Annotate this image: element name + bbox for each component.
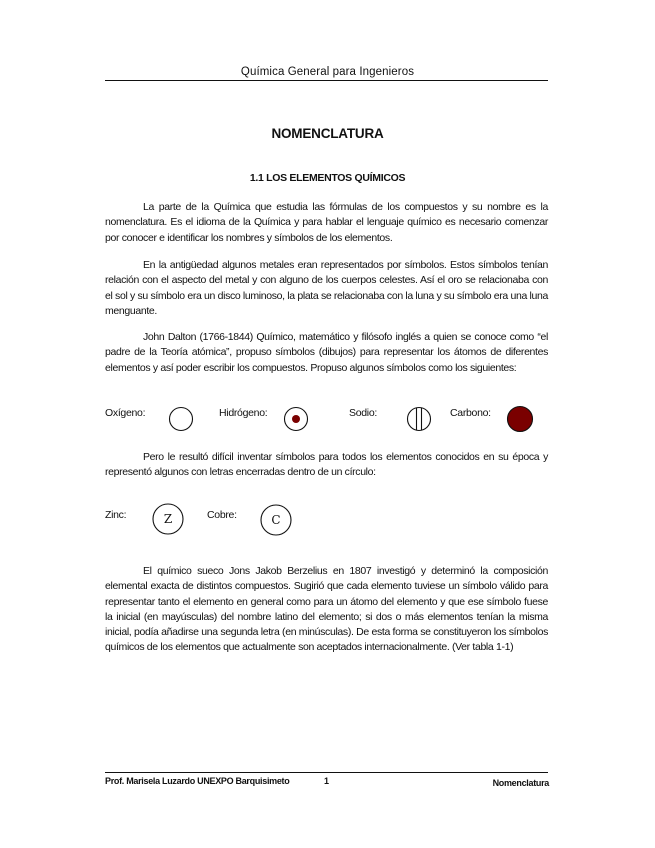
copper-symbol-letter: C xyxy=(271,513,281,527)
zinc-label: Zinc: xyxy=(105,509,127,521)
page-number: 1 xyxy=(324,776,329,786)
circle-with-bars-icon xyxy=(406,406,432,432)
empty-circle-icon xyxy=(168,406,194,432)
paragraph-berzelius: El químico sueco Jons Jakob Berzelius en 1807 investigó y determinó la composición elemental exacta de distintos compuestos. Sugirió que cada elemento tuviese un símbolo válido para representar tanto el elemento en general como para un átomo del elemento y que ese símbolo fuese la inicial (en mayúsculas) del nombre latino del elemento; si dos o más elementos tenían la misma inicial, podía añadirse una segunda letra (en minúsculas). De esta forma se constituyeron los símbolos químicos de los elementos que actualmente son aceptados internacionalmente. (Ver tabla 1-1) xyxy=(105,565,548,654)
circle-with-dot-icon xyxy=(283,406,309,432)
hydrogen-label: Hidrógeno: xyxy=(219,407,268,419)
copper-symbol xyxy=(260,504,292,536)
copper-label: Cobre: xyxy=(207,509,237,521)
section-heading: 1.1 LOS ELEMENTOS QUÍMICOS xyxy=(249,172,406,184)
zinc-symbol xyxy=(152,503,184,535)
oxygen-label: Oxígeno: xyxy=(105,407,146,419)
paragraph-dalton: John Dalton (1766-1844) Químico, matemático y filósofo inglés a quien se conoce como “el padre de la Teoría atómica”, propuso símbolos (dibujos) para representar los átomos de diferentes elementos y así poder escribir los compuestos. Propuso algunos símbolos como los siguientes: xyxy=(105,331,548,374)
paragraph-intro: La parte de la Química que estudia las fórmulas de los compuestos y su nombre es la nomenclatura. Es el idioma de la Química y para hablar el lenguaje químico es necesario comenzar por conocer e identificar los nombres y símbolos de los elementos. xyxy=(105,201,548,244)
footer-rule xyxy=(105,772,548,773)
sodium-label: Sodio: xyxy=(349,407,377,419)
filled-circle-icon xyxy=(506,405,534,433)
footer-author: Prof. Marisela Luzardo UNEXPO Barquisimeto xyxy=(105,776,290,786)
carbon-label: Carbono: xyxy=(450,407,491,419)
header-rule xyxy=(105,80,548,81)
page-title: NOMENCLATURA xyxy=(271,126,384,141)
paragraph-antiquity: En la antigüedad algunos metales eran representados por símbolos. Estos símbolos tenían relación con el aspecto del metal y con alguno de los cuerpos celestes. Así el oro se relacionaba con el sol y su símbolo era un disco luminoso, la plata se relacionaba con la luna y su símbolo era una luna menguante. xyxy=(105,259,548,317)
footer-section: Nomenclatura xyxy=(492,778,549,788)
zinc-symbol-letter: Z xyxy=(163,512,173,526)
running-header: Química General para Ingenieros xyxy=(240,66,415,78)
paragraph-letters: Pero le resultó difícil inventar símbolos para todos los elementos conocidos en su época y representó algunos con letras encerradas dentro de un círculo: xyxy=(105,451,548,479)
